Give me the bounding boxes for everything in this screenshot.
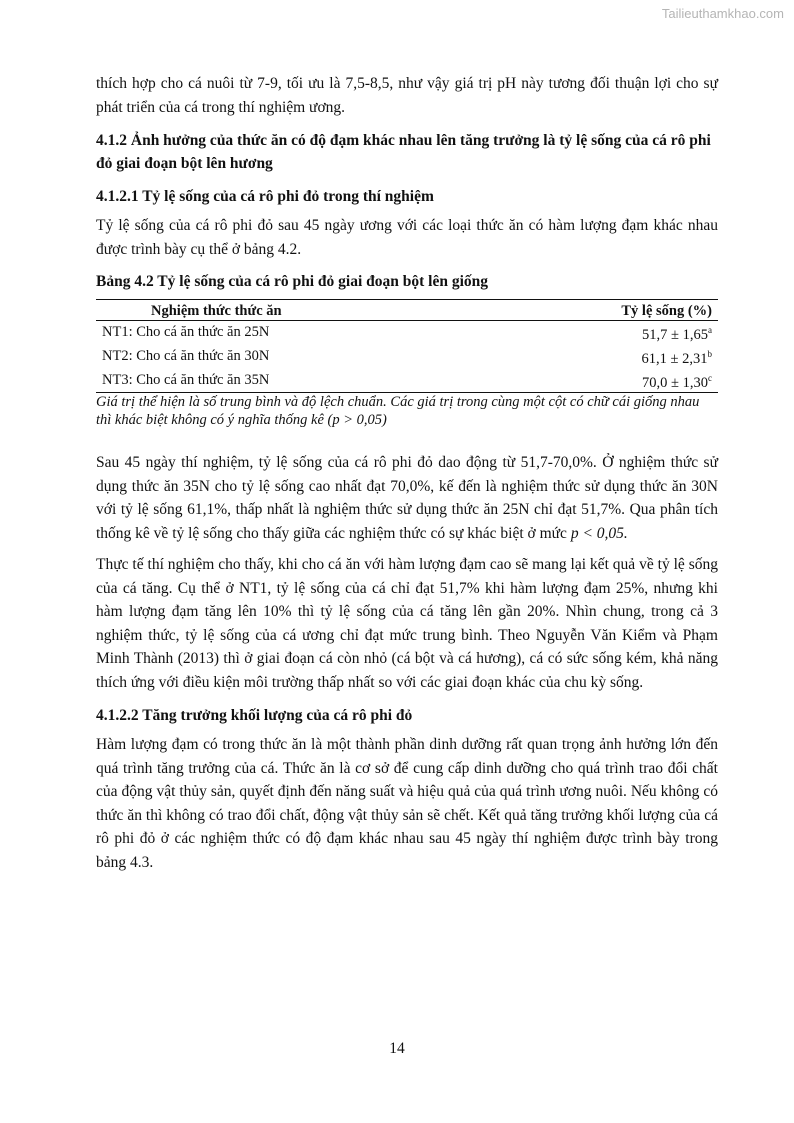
- table-header-row: [96, 300, 718, 321]
- row-treatment: NT3: Cho cá ăn thức ăn 35N: [96, 369, 501, 393]
- subsection2-heading: 4.1.2.2 Tăng trưởng khối lượng của cá rô phi đỏ: [96, 707, 413, 725]
- subsection1-heading: 4.1.2.1 Tỷ lệ sống của cá rô phi đỏ trong thí nghiệm: [96, 188, 434, 205]
- watermark: Tailieuthamkhao.com: [661, 6, 784, 21]
- row-value: [501, 345, 718, 369]
- p-value-text: p < 0,05.: [570, 524, 628, 542]
- paragraph-results: [96, 451, 718, 545]
- header-survival: Tỷ lệ sống (%): [501, 300, 718, 321]
- survival-table: [96, 299, 718, 393]
- table-row: [96, 345, 718, 369]
- paragraph-discussion: Thực tế thí nghiệm cho thấy, khi cho cá ăn với hàm lượng đạm cao sẽ mang lại kết quả về tỷ lệ sống của cá tăng. Cụ thể ở NT1, tỷ lệ sống của cá chỉ đạt 51,7% khi hàm lượng đạm 25%, nhưng khi hàm lượng đạm tăng lên 10% thì tỷ lệ sống của cá tăng lên gần 20%. Nhìn chung, trong cả 3 nghiệm thức, tỷ lệ sống của cá ương chỉ đạt mức trung bình. Theo Nguyễn Văn Kiểm và Phạm Minh Thành (2013) thì ở giai đoạn cá còn nhỏ (cá bột và cá hương), cá có sức sống kém, khả năng thích ứng với điều kiện môi trường thấp nhất so với các giai đoạn khác của chu kỳ sống.: [96, 556, 718, 691]
- intro-paragraph: thích hợp cho cá nuôi từ 7-9, tối ưu là 7,5-8,5, như vậy giá trị pH này tương đối thuận lợi cho sự phát triển của cá trong thí nghiệm ương.: [96, 75, 718, 116]
- row-treatment: NT2: Cho cá ăn thức ăn 30N: [102, 348, 270, 365]
- page-number: 14: [389, 1040, 405, 1057]
- table-caption: Bảng 4.2 Tỷ lệ sống của cá rô phi đỏ giai đoạn bột lên giống: [96, 273, 489, 290]
- significance-letter: a: [708, 325, 712, 335]
- table-note: Giá trị thể hiện là số trung bình và độ lệch chuẩn. Các giá trị trong cùng một cột có chữ cái giống nhau thì khác biệt không có ý nghĩa thống kê (p > 0,05): [96, 394, 700, 429]
- value-text: 61,1 ± 2,31: [641, 350, 708, 367]
- row-value: [501, 321, 718, 345]
- row-value: [501, 369, 718, 393]
- table-row: [96, 321, 718, 345]
- value-text: 51,7 ± 1,65: [642, 326, 708, 343]
- paragraph-growth: Hàm lượng đạm có trong thức ăn là một thành phần dinh dưỡng rất quan trọng ảnh hưởng lớn đến quá trình tăng trưởng của cá. Thức ăn là cơ sở để cung cấp dinh dưỡng cho quá trình trao đổi chất của động vật thủy sản, quyết định đến năng suất và hiệu quả của quá trình ương nuôi. Nếu không có thức ăn thì không có trao đổi chất, động vật thủy sản sẽ chết. Kết quả tăng trưởng khối lượng của cá rô phi đỏ ở các nghiệm thức có độ đạm khác nhau sau 45 ngày thí nghiệm được trình bày trong bảng 4.3.: [96, 736, 718, 871]
- significance-letter: c: [708, 372, 712, 383]
- section-heading: 4.1.2 Ảnh hưởng của thức ăn có độ đạm khác nhau lên tăng trưởng là tỷ lệ sống của cá rô phi đỏ giai đoạn bột lên hương: [96, 132, 711, 172]
- header-treatment: Nghiệm thức thức ăn: [96, 300, 501, 321]
- subsection1-intro: Tỷ lệ sống của cá rô phi đỏ sau 45 ngày ương với các loại thức ăn có hàm lượng đạm khác nhau được trình bày cụ thể ở bảng 4.2.: [96, 217, 718, 258]
- value-text: 70,0 ± 1,30: [642, 374, 708, 391]
- table-row: [96, 369, 718, 393]
- significance-letter: b: [707, 348, 712, 359]
- row-treatment: NT1: Cho cá ăn thức ăn 25N: [102, 324, 270, 341]
- paragraph-results-text: Sau 45 ngày thí nghiệm, tỷ lệ sống của cá rô phi đỏ dao động từ 51,7-70,0%. Ở nghiệm thức sử dụng thức ăn 35N cho tỷ lệ sống cao nhất đạt 70,0%, kế đến là nghiệm thức sử dụng thức ăn 30N với tỷ lệ sống 61,1%, thấp nhất là nghiệm thức sử dụng thức ăn 25N chỉ đạt 51,7%. Qua phân tích thống kê về tỷ lệ sống cho thấy giữa các nghiệm thức có sự khác biệt ở mức: [96, 454, 718, 542]
- page-content: [96, 72, 718, 882]
